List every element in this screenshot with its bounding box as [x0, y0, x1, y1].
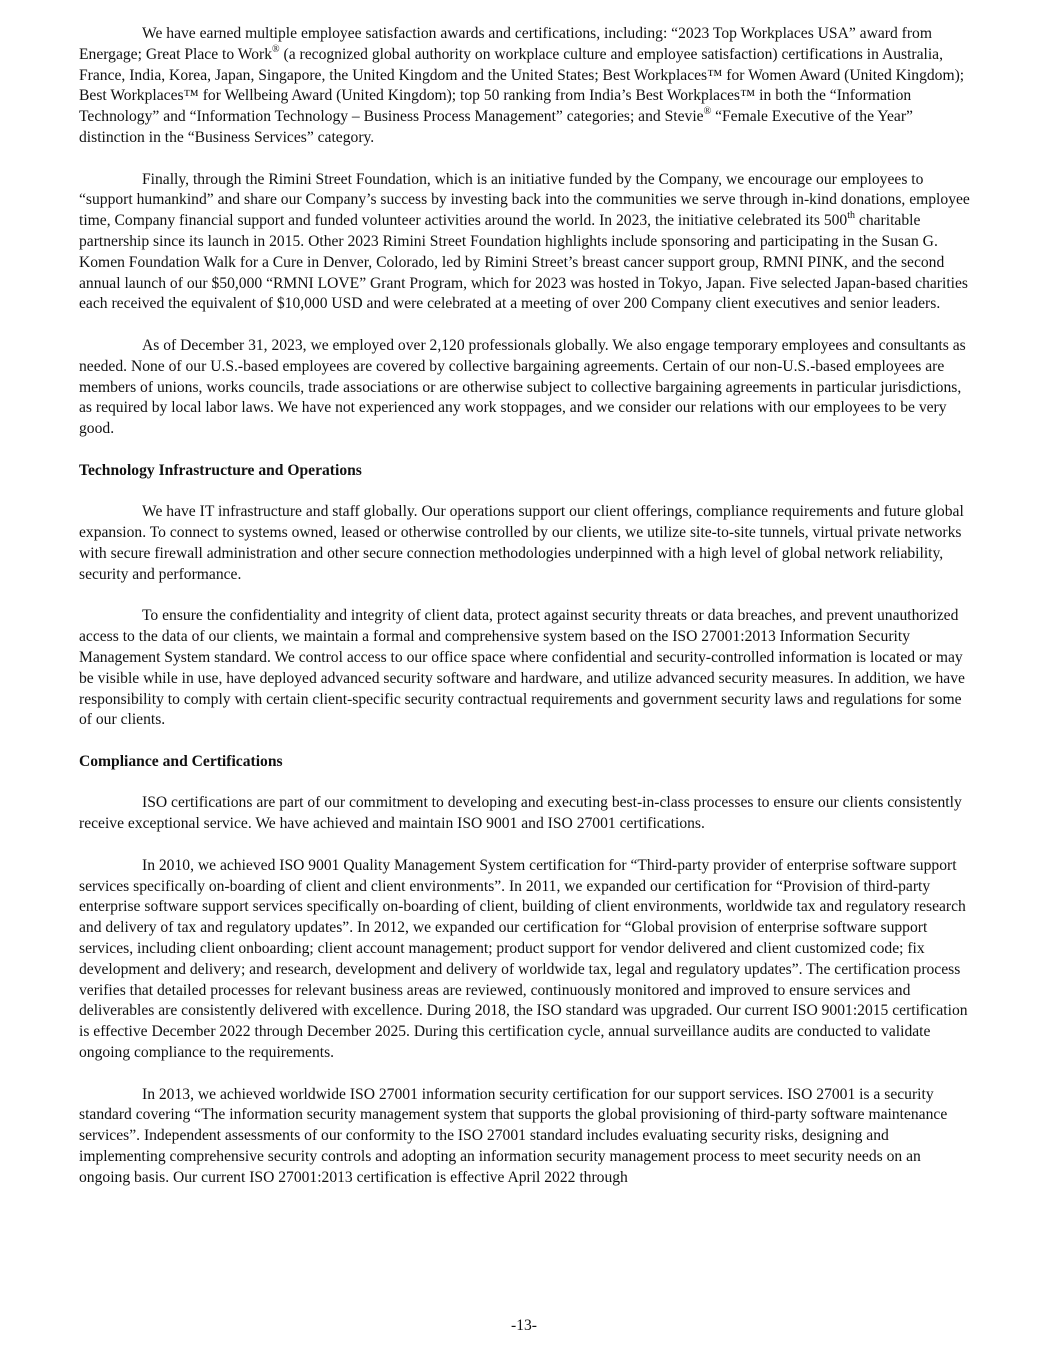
paragraph-security: To ensure the confidentiality and integrity of client data, protect against security threats or data breaches, and prevent unauthorized access to the data of our clients, we maintain a formal and comprehensive system based on the ISO 27001:2013 Information Security Management System standard. We control access to our office space where confidential and security-controlled information is located or may be visible while in use, have deployed advanced security software and hardware, and utilize advanced security measures. In addition, we have responsibility to comply with certain client-specific security contractual requirements and government security laws and regulations for some of our clients.: [79, 607, 965, 729]
ordinal-suffix: th: [847, 209, 856, 221]
paragraph-foundation: [79, 170, 971, 316]
paragraph-iso-27001: In 2013, we achieved worldwide ISO 27001 information security certification for our support services. ISO 27001 is a security standard covering “The information security management system that supports the global provisioning of third-party software maintenance services”. Independent assessments of our conformity to the ISO 27001 standard includes evaluating security risks, designing and implementing comprehensive security controls and adopting an information security management process to meet security needs on an ongoing basis. Our current ISO 27001:2013 certification is effective April 2022 through: [79, 1085, 948, 1186]
paragraph-iso-intro: ISO certifications are part of our commitment to developing and executing best-in-class processes to ensure our clients consistently receive exceptional service. We have achieved and maintain ISO 9001 and ISO 27001 certifications.: [79, 794, 962, 833]
section-heading-technology: Technology Infrastructure and Operations: [79, 461, 362, 479]
text-segment: Finally, through the Rimini Street Foundation, which is an initiative funded by the Company, we encourage our employees to “support humankind” and share our Company’s success by investing back into the communities we serve through in-kind donations, employee time, Company financial support and funded volunteer activities around the world. In 2023, the initiative celebrated its 500: [79, 170, 970, 230]
page-number: -13-: [511, 1317, 537, 1334]
registered-mark: ®: [272, 43, 280, 55]
text-segment: We have earned multiple employee satisfaction awards and certifications, including: “2023 Top Workplaces USA” award from Energage; Great Place to Work: [79, 25, 932, 63]
paragraph-it-infrastructure: We have IT infrastructure and staff globally. Our operations support our client offerings, compliance requirements and future global expansion. To connect to systems owned, leased or otherwise controlled by our clients, we utilize site-to-site tunnels, virtual private networks with secure firewall administration and other secure connection methodologies underpinned with a high level of global network reliability, security and performance.: [79, 503, 964, 583]
text-segment: charitable partnership since its launch in 2015. Other 2023 Rimini Street Foundation highlights include sponsoring and participating in the Susan G. Komen Foundation Walk for a Cure in Denver, Colorado, led by Rimini Street’s breast cancer support group, RMNI PINK, and the second annual launch of our $50,000 “RMNI LOVE” Grant Program, which for 2023 was hosted in Tokyo, Japan. Five selected Japan-based charities each received the equivalent of $10,000 USD and were celebrated at a meeting of over 200 Company client executives and senior leaders.: [79, 212, 968, 313]
paragraph-employees: As of December 31, 2023, we employed over 2,120 professionals globally. We also engage temporary employees and consultants as needed. None of our U.S.-based employees are covered by collective bargaining agreements. Certain of our non-U.S.-based employees are members of unions, works councils, trade associations or are otherwise subject to collective bargaining agreements in particular jurisdictions, as required by local labor laws. We have not experienced any work stoppages, and we consider our relations with our employees to be very good.: [79, 336, 966, 438]
section-heading-compliance: Compliance and Certifications: [79, 752, 283, 770]
paragraph-iso-9001: In 2010, we achieved ISO 9001 Quality Management System certification for “Third-party provider of enterprise software support services specifically on-boarding of client and client environments”. In 2011, we expanded our certification for “Provision of third-party enterprise software support services specifically on-boarding of client, building of client environments, worldwide tax and regulatory research and delivery of tax and regulatory updates”. In 2012, we expanded our certification for “Global provision of enterprise software support services, including client onboarding; client account management; product support for vendor delivered and client customized code; fix development and delivery; and research, development and delivery of worldwide tax, legal and regulatory updates”. The certification process verifies that detailed processes for relevant business areas are reviewed, continuously monitored and improved to ensure services and deliverables are consistently delivered with excellence. During 2018, the ISO standard was upgraded. Our current ISO 9001:2015 certification is effective December 2022 through December 2025. During this certification cycle, annual surveillance audits are conducted to validate ongoing compliance to the requirements.: [79, 856, 968, 1062]
paragraph-awards: [79, 24, 971, 149]
registered-mark: ®: [703, 106, 712, 117]
document-page: [79, 24, 971, 1189]
text-segment: (a recognized global authority on workplace culture and employee satisfaction) certifications in Australia, France, India, Korea, Japan, Singapore, the United Kingdom and the United States; Best Workplaces™ for Women Award (United Kingdom); Best Workplaces™ for Wellbeing Award (United Kingdom); top 50 ranking from India’s Best Workplaces™ in both the “Information Technology” and “Information Technology – Business Process Management” categories; and Stevie: [79, 45, 965, 126]
text-segment: “Female Executive of the Year” distinction in the “Business Services” category.: [79, 108, 913, 146]
